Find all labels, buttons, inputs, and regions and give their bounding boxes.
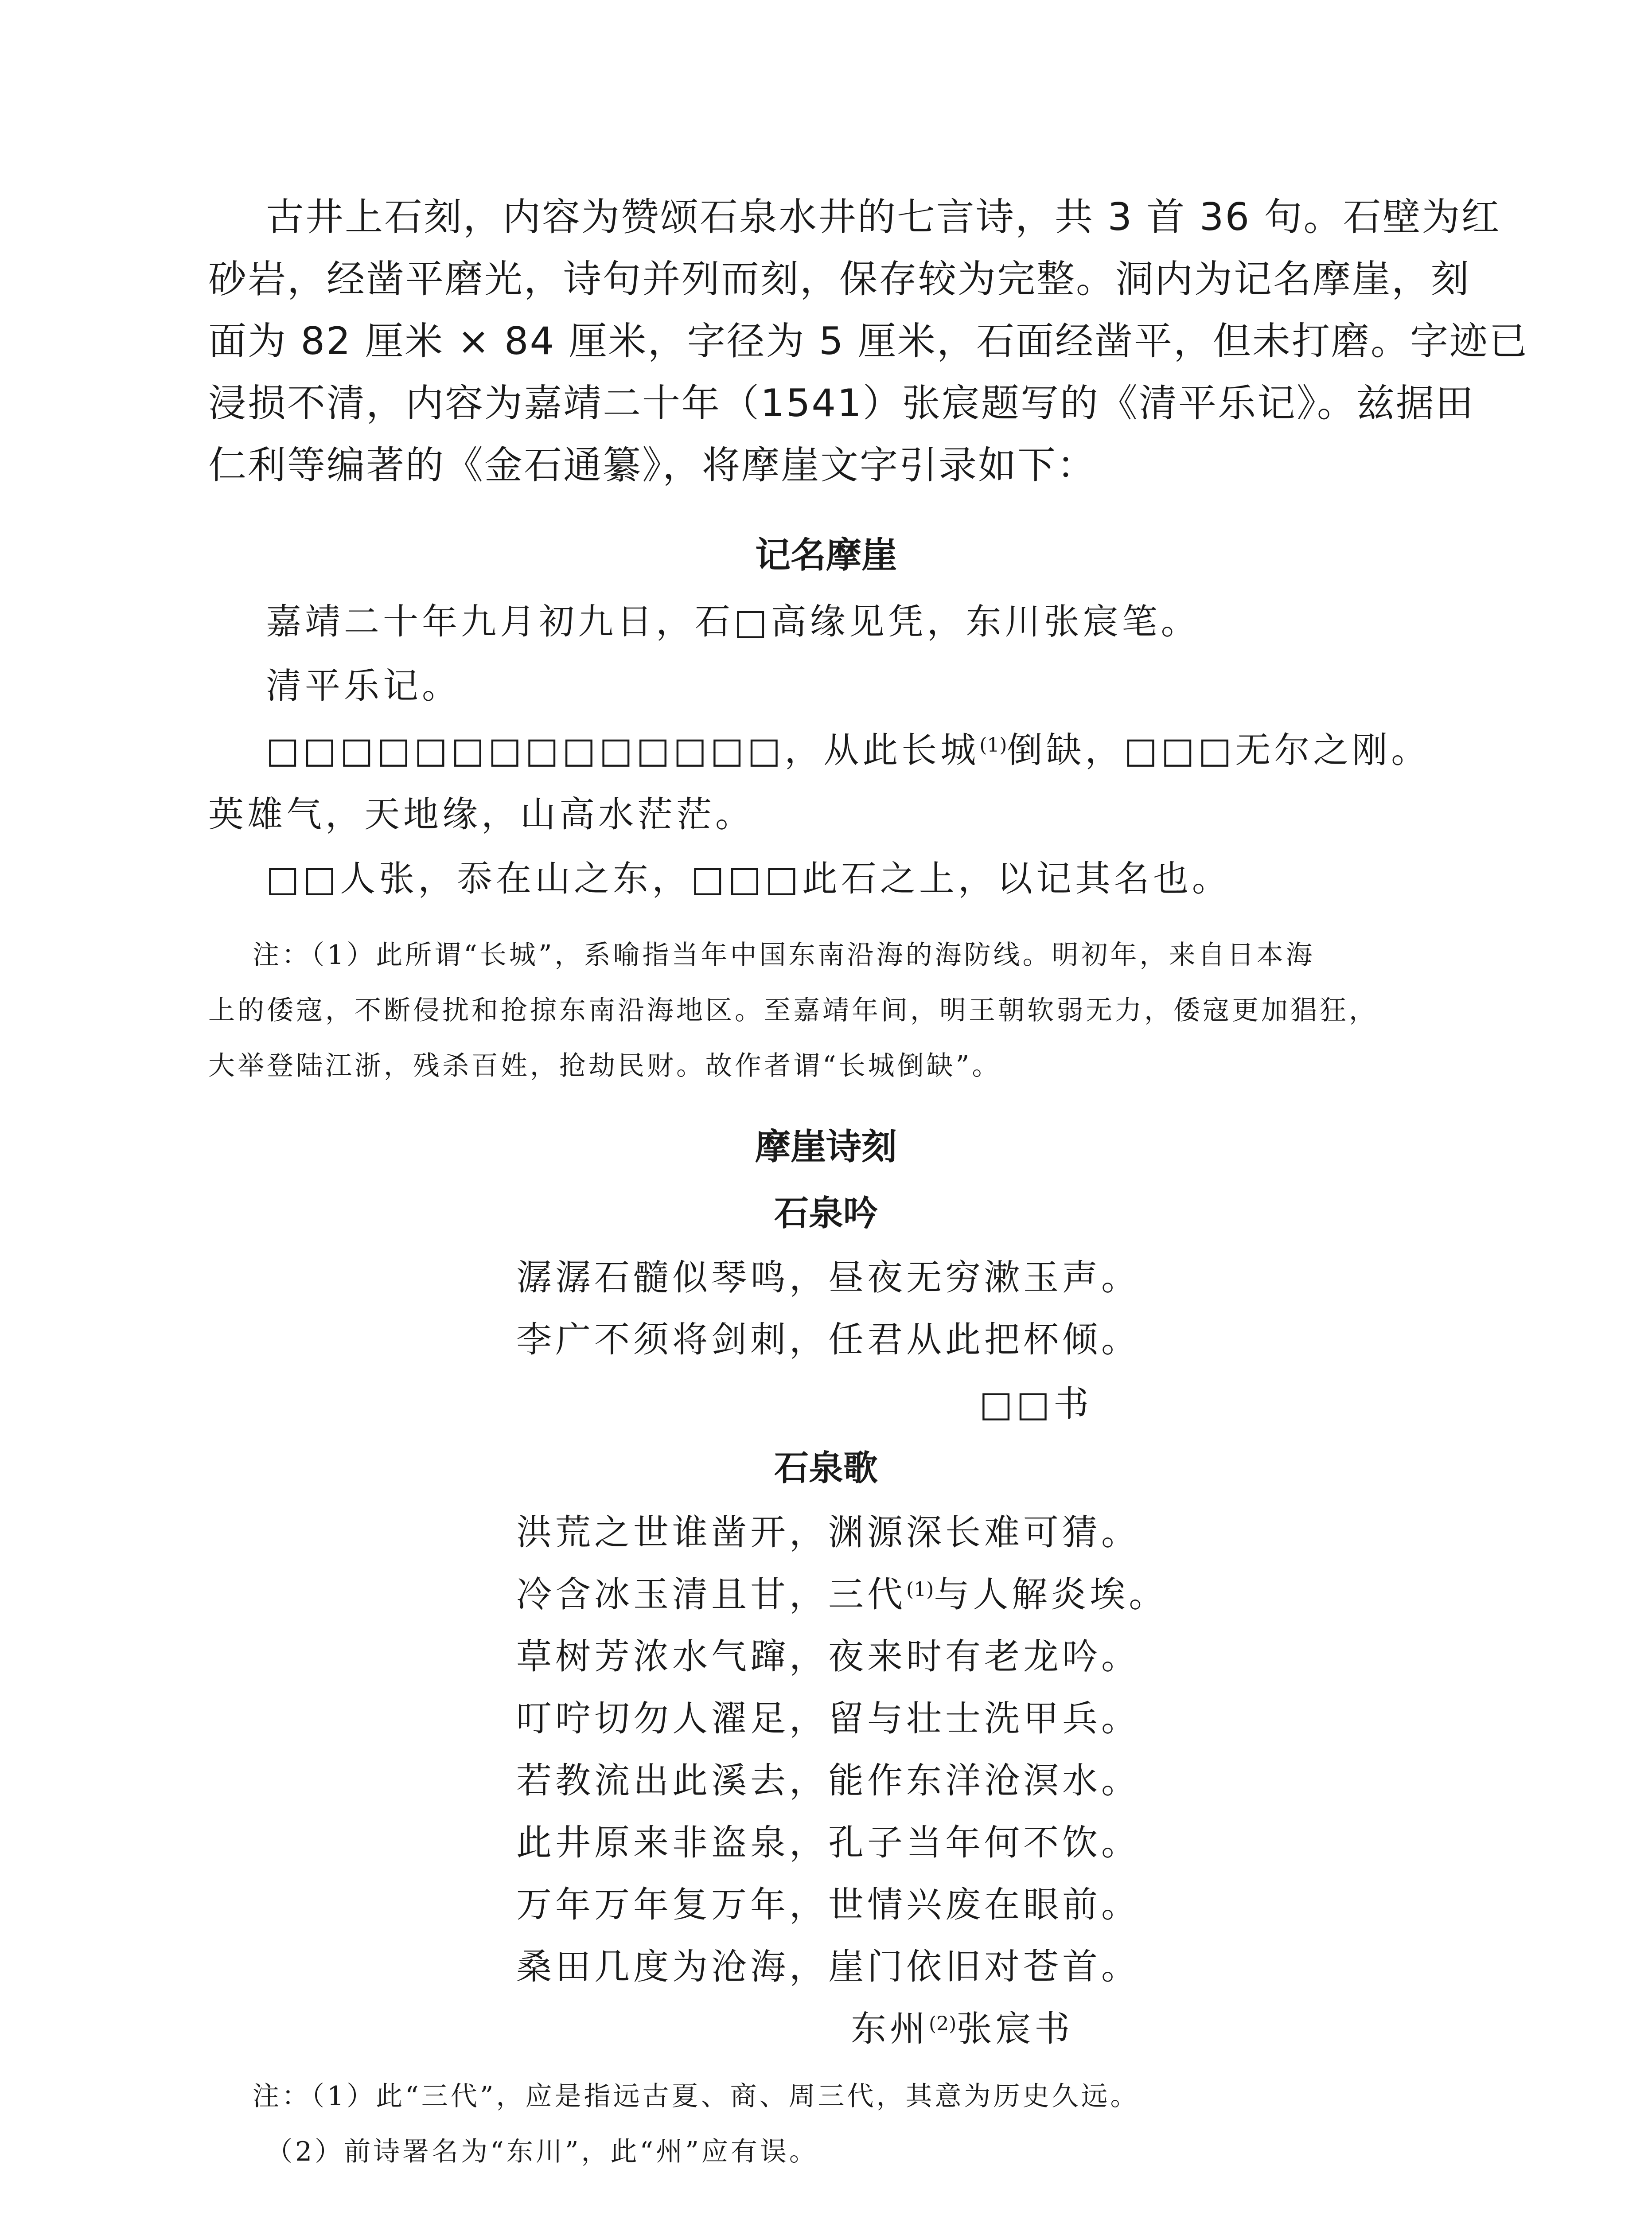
poem-line	[516, 1573, 1168, 1616]
poem-line: 草树芳浓水气蹿，夜来时有老龙吟。	[516, 1636, 1140, 1677]
poem-line: 李广不须将剑刺，任君从此把杯倾。	[516, 1319, 1140, 1360]
inscription-line: □□人张，忝在山之东，□□□此石之上，以记其名也。	[266, 858, 1231, 899]
poem-line: 洪荒之世谁凿开，渊源深长难可猜。	[516, 1512, 1140, 1553]
poem-line: 潺潺石髓似琴鸣，昼夜无穷漱玉声。	[516, 1257, 1140, 1298]
intro-line: 仁利等编著的《金石通纂》，将摩崖文字引录如下：	[208, 443, 1096, 488]
poems-note: （2）前诗署名为“东川”，此“州”应有误。	[266, 2136, 818, 2167]
inscription-title: 记名摩崖	[755, 534, 897, 576]
inscription-line: 嘉靖二十年九月初九日，石□高缘见凭，东川张宸笔。	[266, 601, 1200, 642]
inscription-text: □□□□□□□□□□□□□□，从此长城	[266, 730, 980, 771]
poem-line: 若教流出此溪去，能作东洋沧溟水。	[516, 1760, 1140, 1801]
intro-line: 浸损不清，内容为嘉靖二十年（1541）张宸题写的《清平乐记》。兹据田	[208, 381, 1475, 425]
inscription-note: 注：（1）此所谓“长城”，系喻指当年中国东南沿海的海防线。明初年，来自日本海	[253, 940, 1315, 971]
inscription-note: 大举登陆江浙，残杀百姓，抢劫民财。故作者谓“长城倒缺”。	[208, 1050, 1001, 1081]
footnote-ref: (1)	[906, 1578, 934, 1601]
poem-signature	[851, 2008, 1073, 2050]
intro-line: 面为 82 厘米 × 84 厘米，字径为 5 厘米，石面经凿平，但未打磨。字迹已	[208, 319, 1528, 363]
poem-line: 此井原来非盗泉，孔子当年何不饮。	[516, 1822, 1140, 1863]
poem-text: 冷含冰玉清且甘，三代	[516, 1574, 906, 1615]
poem-line: 桑田几度为沧海，崖门依旧对苍首。	[516, 1946, 1140, 1987]
inscription-text: 倒缺，□□□无尔之刚。	[1007, 730, 1430, 771]
poems-title: 摩崖诗刻	[755, 1126, 897, 1167]
poem-text: 与人解炎埃。	[934, 1574, 1168, 1615]
inscription-line: 清平乐记。	[266, 665, 461, 706]
signature-text: 东州	[851, 2008, 929, 2049]
inscription-line: 英雄气，天地缘，山高水茫茫。	[208, 794, 754, 835]
intro-line: 砂岩，经凿平磨光，诗句并列而刻，保存较为完整。洞内为记名摩崖，刻	[208, 257, 1470, 301]
poem-signature: □□书	[979, 1383, 1093, 1424]
poem-line: 叮咛切勿人濯足，留与壮士洗甲兵。	[516, 1698, 1140, 1739]
footnote-ref: (1)	[979, 734, 1007, 757]
intro-line: 古井上石刻，内容为赞颂石泉水井的七言诗，共 3 首 36 句。石壁为红	[266, 195, 1501, 239]
inscription-note: 上的倭寇，不断侵扰和抢掠东南沿海地区。至嘉靖年间，明王朝软弱无力，倭寇更加猖狂，	[208, 995, 1378, 1026]
footnote-ref: (2)	[929, 2013, 957, 2035]
poems-note: 注：（1）此“三代”，应是指远古夏、商、周三代，其意为历史久远。	[253, 2081, 1140, 2112]
poem-line: 万年万年复万年，世情兴废在眼前。	[516, 1884, 1140, 1925]
signature-text: 张宸书	[956, 2008, 1074, 2049]
poem2-title: 石泉歌	[774, 1448, 878, 1488]
inscription-line	[266, 729, 1430, 772]
poem1-title: 石泉吟	[774, 1193, 878, 1233]
